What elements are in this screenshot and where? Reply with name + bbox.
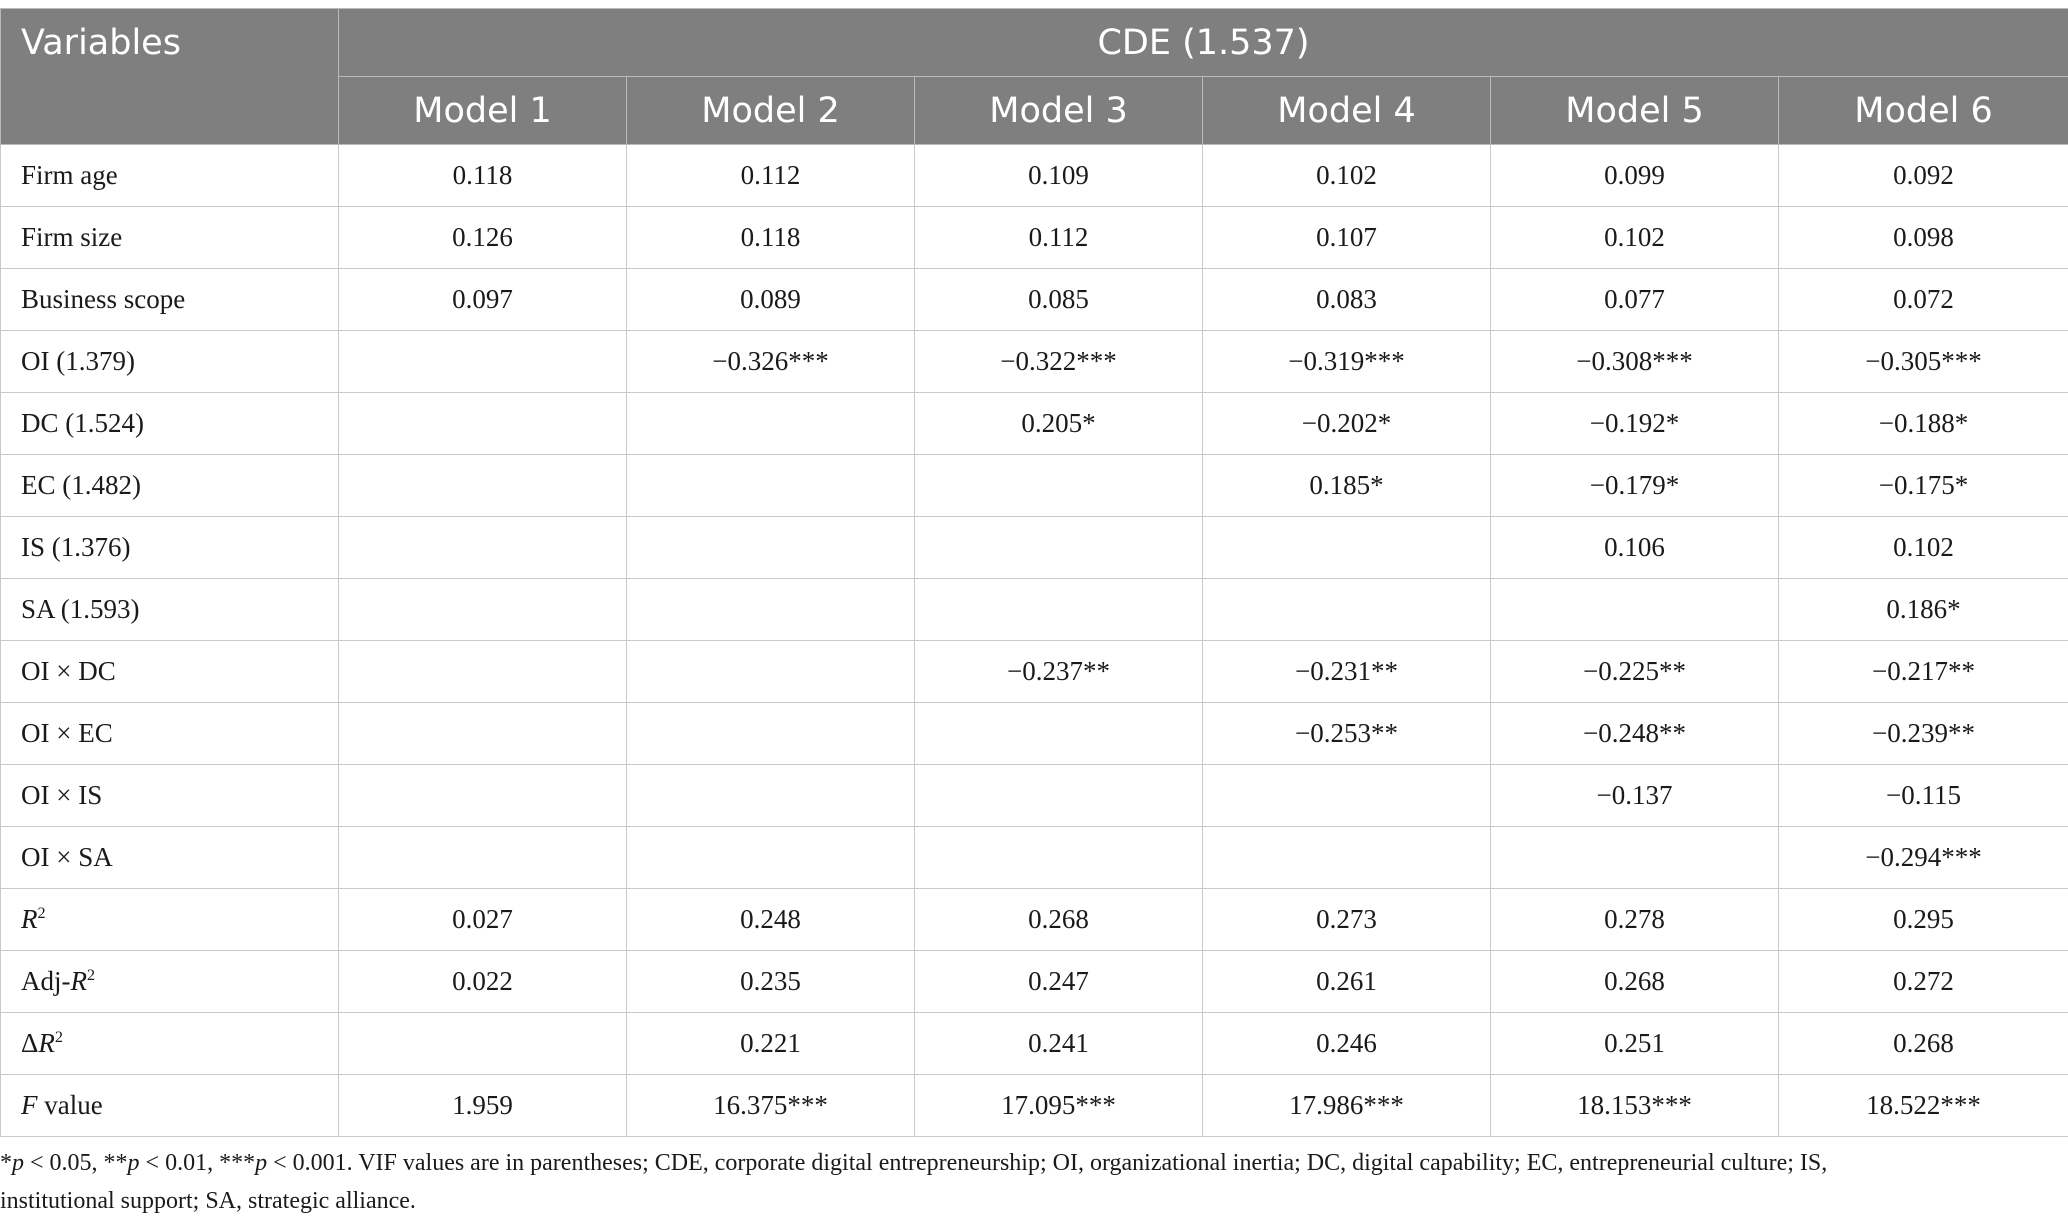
- cde-group-header: CDE (1.537): [339, 9, 2068, 77]
- table-cell: −0.192*: [1491, 393, 1779, 455]
- table-cell: [627, 703, 915, 765]
- table-cell: [627, 827, 915, 889]
- table-cell: 17.986***: [1203, 1075, 1491, 1137]
- table-cell: 0.261: [1203, 951, 1491, 1013]
- table-cell: [915, 517, 1203, 579]
- table-row: [1, 331, 2068, 393]
- table-cell: 0.221: [627, 1013, 915, 1075]
- model-header: Model 4: [1203, 77, 1491, 145]
- table-cell: 0.027: [339, 889, 627, 951]
- table-cell: [1203, 517, 1491, 579]
- table-footnote: [0, 1144, 2060, 1220]
- table-cell: 0.235: [627, 951, 915, 1013]
- footnote-line-2: institutional support; SA, strategic alliance.: [0, 1188, 416, 1214]
- table-cell: 1.959: [339, 1075, 627, 1137]
- table-cell: 0.273: [1203, 889, 1491, 951]
- footnote-line-1: [0, 1144, 2060, 1182]
- row-label: Firm age: [1, 145, 339, 207]
- row-label: [1, 951, 339, 1013]
- table-cell: 0.186*: [1779, 579, 2068, 641]
- table-cell: 0.102: [1779, 517, 2068, 579]
- table-cell: −0.253**: [1203, 703, 1491, 765]
- table-cell: [627, 579, 915, 641]
- footnote-text: < 0.01,: [139, 1150, 220, 1176]
- footnote-mark: ***: [219, 1150, 256, 1176]
- table-cell: [915, 455, 1203, 517]
- table-row: [1, 641, 2068, 703]
- table-cell: 0.118: [627, 207, 915, 269]
- row-label: [1, 1075, 339, 1137]
- row-label: [1, 1013, 339, 1075]
- table-cell: 0.072: [1779, 269, 2068, 331]
- row-label: OI × EC: [1, 703, 339, 765]
- table-cell: −0.322***: [915, 331, 1203, 393]
- regression-table: [0, 8, 2068, 1137]
- table-cell: [627, 641, 915, 703]
- table-cell: 0.241: [915, 1013, 1203, 1075]
- table-cell: 0.102: [1491, 207, 1779, 269]
- row-label: OI (1.379): [1, 331, 339, 393]
- table-cell: 16.375***: [627, 1075, 915, 1137]
- table-row: [1, 517, 2068, 579]
- table-cell: [627, 765, 915, 827]
- table-cell: −0.188*: [1779, 393, 2068, 455]
- row-label: IS (1.376): [1, 517, 339, 579]
- row-label: EC (1.482): [1, 455, 339, 517]
- footnote-p-symbol: p: [127, 1150, 140, 1176]
- table-cell: 0.089: [627, 269, 915, 331]
- table-cell: 0.112: [627, 145, 915, 207]
- table-cell: 0.118: [339, 145, 627, 207]
- label-superscript: 2: [54, 1028, 63, 1046]
- table-row: [1, 1075, 2068, 1137]
- table-cell: 0.022: [339, 951, 627, 1013]
- table-cell: [1203, 827, 1491, 889]
- table-cell: 0.248: [627, 889, 915, 951]
- table-cell: 0.247: [915, 951, 1203, 1013]
- table-cell: 0.272: [1779, 951, 2068, 1013]
- footnote-p-symbol: p: [255, 1150, 268, 1176]
- table-cell: −0.305***: [1779, 331, 2068, 393]
- table-cell: −0.202*: [1203, 393, 1491, 455]
- row-label: SA (1.593): [1, 579, 339, 641]
- table-cell: 0.185*: [1203, 455, 1491, 517]
- model-header: Model 5: [1491, 77, 1779, 145]
- row-label: OI × SA: [1, 827, 339, 889]
- table-cell: [1203, 765, 1491, 827]
- model-header: Model 2: [627, 77, 915, 145]
- table-cell: 0.246: [1203, 1013, 1491, 1075]
- table-cell: [339, 641, 627, 703]
- table-cell: [915, 703, 1203, 765]
- table-cell: 0.107: [1203, 207, 1491, 269]
- table-cell: 18.153***: [1491, 1075, 1779, 1137]
- table-row: [1, 145, 2068, 207]
- table-cell: 0.097: [339, 269, 627, 331]
- table-row: [1, 579, 2068, 641]
- table-cell: 0.092: [1779, 145, 2068, 207]
- table-cell: −0.308***: [1491, 331, 1779, 393]
- table-cell: 0.278: [1491, 889, 1779, 951]
- table-cell: −0.217**: [1779, 641, 2068, 703]
- model-header: Model 6: [1779, 77, 2068, 145]
- table-cell: −0.294***: [1779, 827, 2068, 889]
- table-cell: −0.137: [1491, 765, 1779, 827]
- table-cell: −0.225**: [1491, 641, 1779, 703]
- footnote-mark: *: [0, 1150, 12, 1176]
- table-cell: [627, 393, 915, 455]
- table-cell: [627, 517, 915, 579]
- table-row: [1, 703, 2068, 765]
- table-row: [1, 269, 2068, 331]
- table-row: [1, 207, 2068, 269]
- table-cell: 0.112: [915, 207, 1203, 269]
- row-label: OI × DC: [1, 641, 339, 703]
- row-label: Firm size: [1, 207, 339, 269]
- model-header: Model 3: [915, 77, 1203, 145]
- footnote-p-symbol: p: [12, 1150, 24, 1176]
- table-cell: 0.106: [1491, 517, 1779, 579]
- table-cell: −0.319***: [1203, 331, 1491, 393]
- table-cell: 0.268: [1779, 1013, 2068, 1075]
- table-cell: 0.295: [1779, 889, 2068, 951]
- table-row: [1, 393, 2068, 455]
- table-cell: [915, 579, 1203, 641]
- label-superscript: 2: [37, 904, 46, 922]
- label-symbol: R: [70, 966, 87, 996]
- table-cell: −0.175*: [1779, 455, 2068, 517]
- table-row: [1, 827, 2068, 889]
- table-cell: [339, 1013, 627, 1075]
- table-cell: [1491, 579, 1779, 641]
- footnote-text: < 0.001. VIF values are in parentheses; CDE, corporate digital entrepreneurship; OI, organizational inertia; DC, digital capability; EC, entrepreneurial culture; IS,: [267, 1150, 1828, 1176]
- table-cell: 0.109: [915, 145, 1203, 207]
- table-cell: −0.179*: [1491, 455, 1779, 517]
- table-row: [1, 455, 2068, 517]
- table-cell: [339, 455, 627, 517]
- table-cell: [339, 579, 627, 641]
- table-cell: [339, 765, 627, 827]
- table-cell: [915, 827, 1203, 889]
- table-cell: [339, 703, 627, 765]
- table-cell: [339, 827, 627, 889]
- table-cell: [339, 517, 627, 579]
- row-label: OI × IS: [1, 765, 339, 827]
- table-row: [1, 765, 2068, 827]
- footnote-mark: **: [103, 1150, 128, 1176]
- row-label: DC (1.524): [1, 393, 339, 455]
- row-label: [1, 889, 339, 951]
- table-cell: [1491, 827, 1779, 889]
- table-cell: 0.085: [915, 269, 1203, 331]
- footnote-text: < 0.05,: [24, 1150, 104, 1176]
- model-header: Model 1: [339, 77, 627, 145]
- label-prefix: Adj-: [21, 966, 71, 996]
- table-cell: 0.099: [1491, 145, 1779, 207]
- table-row: [1, 951, 2068, 1013]
- table-cell: 0.077: [1491, 269, 1779, 331]
- table-cell: 0.098: [1779, 207, 2068, 269]
- table-cell: 18.522***: [1779, 1075, 2068, 1137]
- table-cell: −0.115: [1779, 765, 2068, 827]
- table-cell: 0.126: [339, 207, 627, 269]
- table-cell: −0.237**: [915, 641, 1203, 703]
- table-cell: [915, 765, 1203, 827]
- variables-header: Variables: [1, 9, 339, 145]
- table-row: [1, 889, 2068, 951]
- table-cell: [627, 455, 915, 517]
- label-symbol: R: [38, 1028, 55, 1058]
- label-symbol: R: [21, 904, 38, 934]
- table-cell: −0.326***: [627, 331, 915, 393]
- label-superscript: 2: [87, 966, 96, 984]
- table-header: [1, 9, 2068, 145]
- table-cell: 17.095***: [915, 1075, 1203, 1137]
- row-label: Business scope: [1, 269, 339, 331]
- table-cell: −0.231**: [1203, 641, 1491, 703]
- table-cell: 0.268: [1491, 951, 1779, 1013]
- table-cell: [1203, 579, 1491, 641]
- table-row: [1, 1013, 2068, 1075]
- table-cell: −0.239**: [1779, 703, 2068, 765]
- table-cell: −0.248**: [1491, 703, 1779, 765]
- table-cell: 0.268: [915, 889, 1203, 951]
- label-symbol: F: [21, 1090, 38, 1120]
- table-cell: 0.205*: [915, 393, 1203, 455]
- table-cell: [339, 393, 627, 455]
- table-body: [1, 145, 2068, 1137]
- label-prefix: Δ: [21, 1028, 39, 1058]
- table-cell: 0.083: [1203, 269, 1491, 331]
- table-cell: [339, 331, 627, 393]
- label-suffix: value: [37, 1090, 103, 1120]
- table-cell: 0.102: [1203, 145, 1491, 207]
- table-cell: 0.251: [1491, 1013, 1779, 1075]
